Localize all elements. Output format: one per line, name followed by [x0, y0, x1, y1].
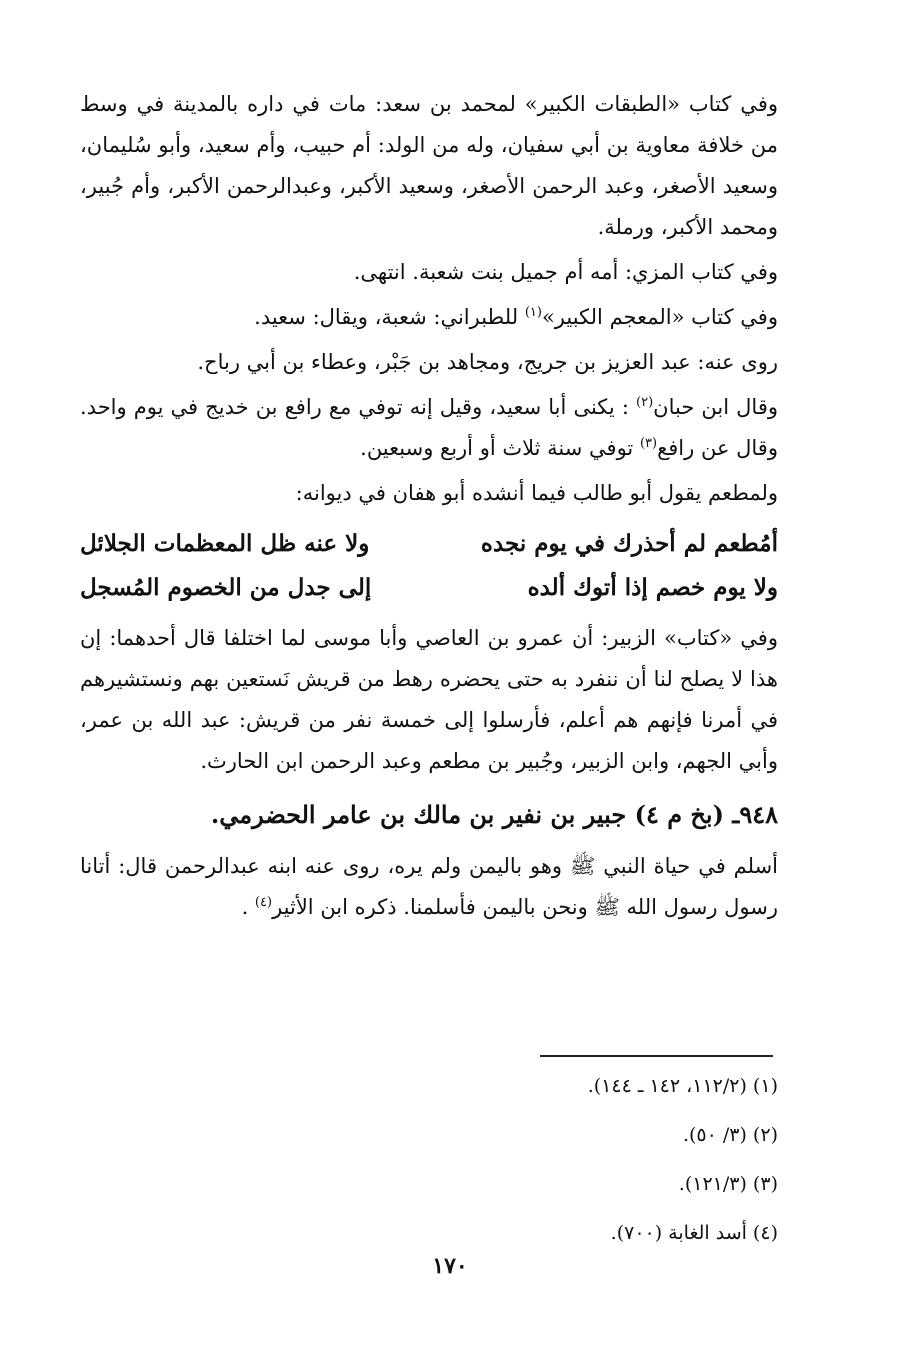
verse-hemistich: أمُطعم لم أحذرك في يوم نجده [480, 530, 778, 557]
footnote-ref-1: (١) [524, 305, 542, 320]
text-segment: توفي سنة ثلاث أو أربع وسبعين. [360, 436, 640, 460]
text-segment: وفي كتاب «المعجم الكبير» [541, 305, 778, 329]
footnote-1: (١) (١١٢/٢، ١٤٢ ـ ١٤٤). [587, 1075, 778, 1097]
footnote-ref-3: (٣) [639, 436, 658, 451]
footnote-divider [540, 1055, 773, 1057]
text-segment: وقال ابن حبان [653, 395, 778, 419]
paragraph-tabaqat: وفي كتاب «الطبقات الكبير» لمحمد بن سعد: مات في داره بالمدينة في وسط من خلافة معاوية بن أبي سفيان، وله من الولد: أم حبيب، وأم سعيد، وأبو سُليمان، وسعيد الأصغر، وعبد الرحمن الأصغر، وسعيد الأكبر، وعبدالرحمن الأكبر، وأم جُبير، ومحمد الأكبر، ورملة. [80, 92, 778, 239]
text-segment: أسلم في حياة النبي ﷺ وهو باليمن ولم يره، روى عنه ابنه عبدالرحمن قال: أتانا رسول رسول الله ﷺ ونحن باليمن فأسلمنا. ذكره ابن الأثير [80, 854, 778, 919]
footnote-ref-2: (٢) [636, 395, 654, 410]
verse-line-1 [80, 522, 778, 566]
text-segment: للطبراني: شعبة، ويقال: سعيد. [254, 305, 525, 329]
footnote-ref-4: (٤) [254, 895, 273, 910]
entry-heading: ٩٤٨ـ (بخ م ٤) جبير بن نفير بن مالك بن عامر الحضرمي. [210, 800, 778, 829]
paragraph-zubair: وفي «كتاب» الزبير: أن عمرو بن العاصي وأبا موسى لما اختلفا قال أحدهما: إن هذا لا يصلح لنا أن ننفرد به حتى يحضره رهط من قريش نَستعين بهم ونستشيرهم في أمرنا فإنهم هم أعلم، فأرسلوا إلى خمسة نفر من قريش: عبد الله بن عمر، وأبي الجهم، وابن الزبير، وجُبير بن مطعم وعبد الرحمن ابن الحارث. [80, 626, 778, 773]
page-number: ١٧٠ [432, 1253, 468, 1279]
paragraph-mizzi: وفي كتاب المزي: أمه أم جميل بنت شعبة. انتهى. [353, 260, 778, 284]
paragraph-entry-body [80, 846, 778, 928]
footnote-2: (٢) (٣/ ٥٠). [682, 1124, 778, 1146]
paragraph-poem-intro: ولمطعم يقول أبو طالب فيما أنشده أبو هفان في ديوانه: [295, 481, 778, 505]
footnote-3: (٣) (١٢١/٣). [678, 1173, 778, 1195]
verse-line-2 [80, 566, 778, 610]
verse-hemistich: ولا يوم خصم إذا أتوك ألده [527, 574, 778, 601]
text-segment: . [241, 895, 255, 919]
footnotes [80, 1068, 778, 1264]
paragraph-ibn-hibban [80, 387, 778, 469]
poem [80, 522, 778, 610]
main-text [80, 84, 778, 932]
verse-hemistich: إلى جدل من الخصوم المُسجل [80, 574, 372, 601]
verse-hemistich: ولا عنه ظل المعظمات الجلائل [80, 530, 370, 557]
paragraph-narrators: روى عنه: عبد العزيز بن جريج، ومجاهد بن جَبْر، وعطاء بن أبي رباح. [197, 350, 778, 374]
paragraph-mujam [80, 297, 778, 338]
footnote-4: (٤) أسد الغابة (٧٠٠). [610, 1222, 778, 1244]
text-segment: : يكنى أبا سعيد، وقيل إنه توفي مع رافع بن خديج في يوم واحد. وقال عن رافع [80, 395, 778, 460]
